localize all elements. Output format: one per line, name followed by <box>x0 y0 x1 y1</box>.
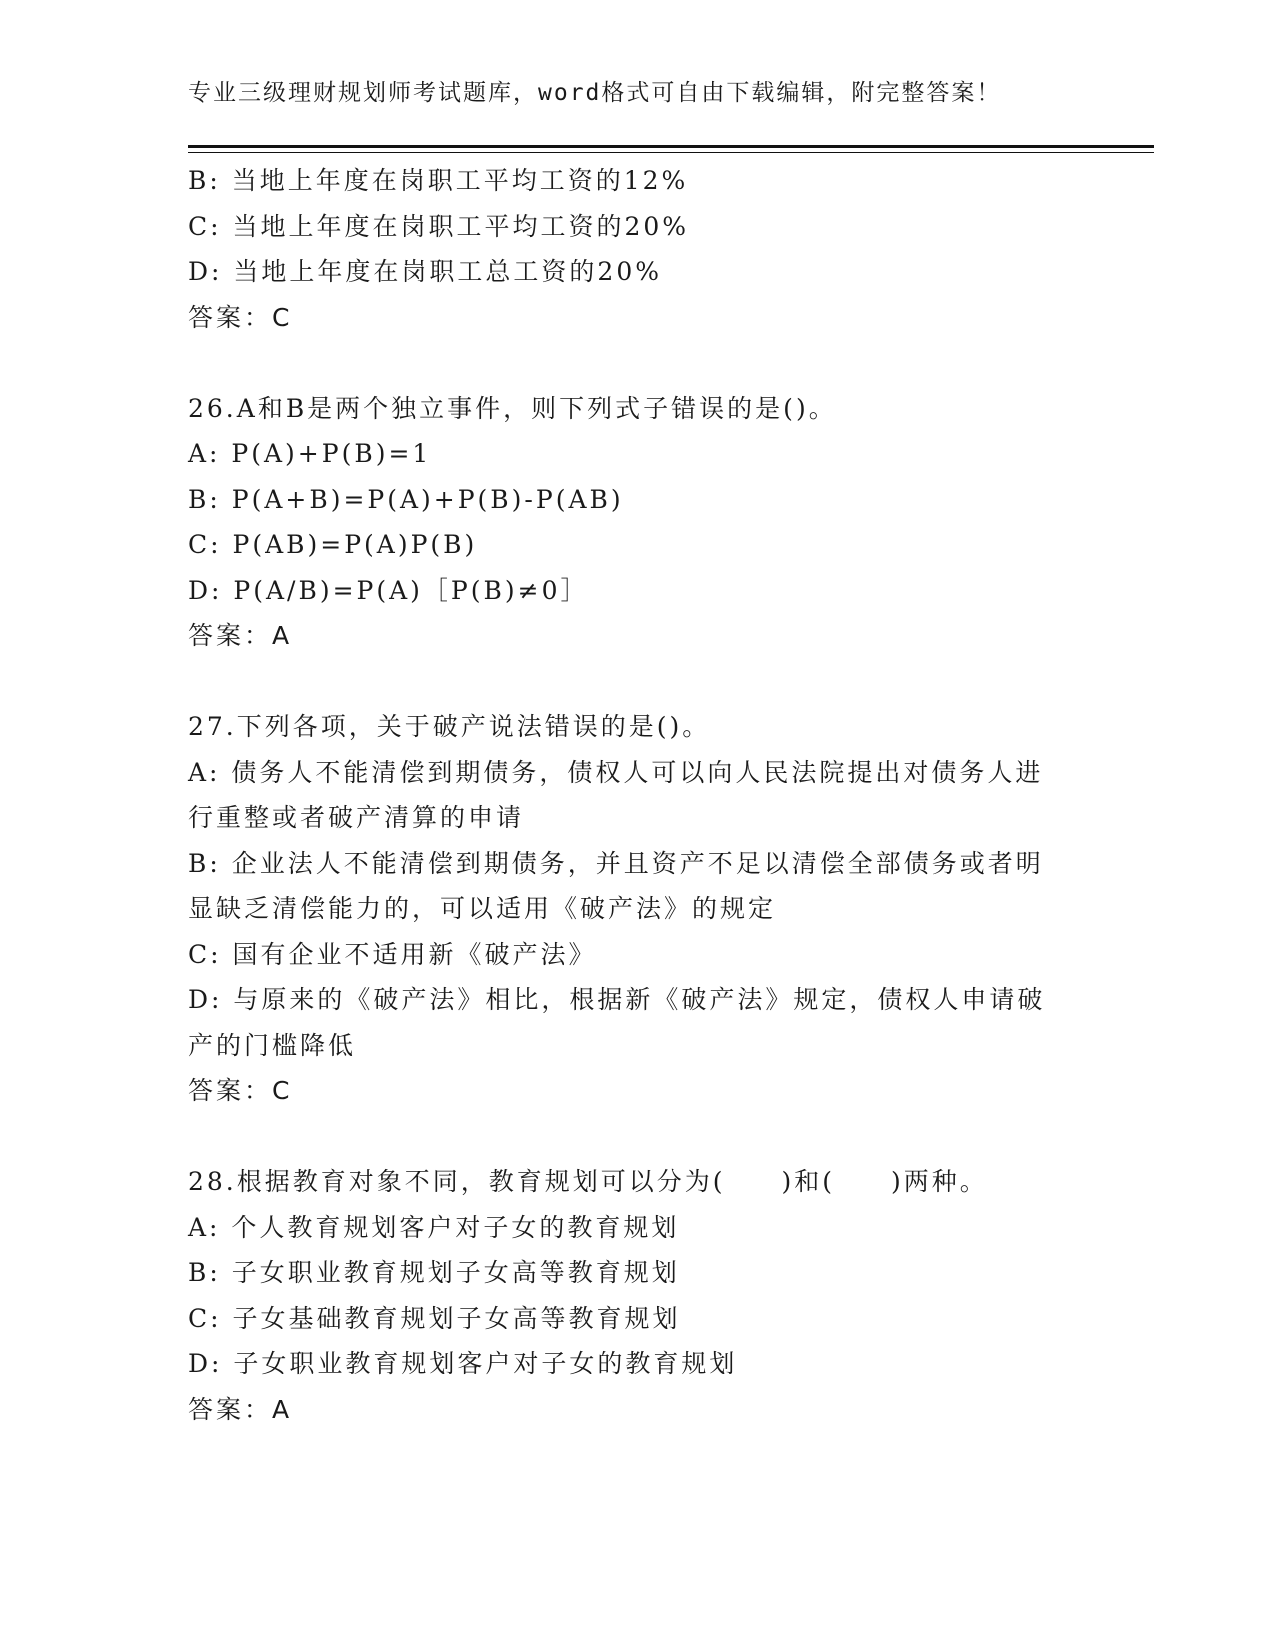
answer: 答案：C <box>188 1076 293 1105</box>
spacer <box>188 659 1088 705</box>
answer: 答案：C <box>188 302 293 332</box>
option-a: A: 个人教育规划客户对子女的教育规划 <box>188 1212 680 1242</box>
option-c: C: 国有企业不适用新《破产法》 <box>188 939 597 969</box>
question-stem: 28.根据教育对象不同，教育规划可以分为( )和( )两种。 <box>188 1167 988 1196</box>
option-b-continued: 显缺乏清偿能力的，可以适用《破产法》的规定 <box>188 894 777 923</box>
option-d: D: 与原来的《破产法》相比，根据新《破产法》规定，债权人申请破 <box>188 985 1046 1014</box>
header-rule-thin <box>188 152 1154 153</box>
question-stem: 27.下列各项，关于破产说法错误的是()。 <box>188 712 711 741</box>
question-25 <box>188 158 1088 340</box>
page-header: 专业三级理财规划师考试题库，word格式可自由下载编辑，附完整答案！ <box>188 80 1002 106</box>
option-a: A: 债务人不能清偿到期债务，债权人可以向人民法院提出对债务人进 <box>188 757 1044 787</box>
option-c: C: 当地上年度在岗职工平均工资的20% <box>188 211 690 241</box>
option-c: C: 子女基础教育规划子女高等教育规划 <box>188 1303 681 1333</box>
header-rule-thick <box>188 145 1154 148</box>
option-b: B: 子女职业教育规划子女高等教育规划 <box>188 1258 680 1287</box>
answer: 答案：A <box>188 621 293 650</box>
question-list <box>188 158 1088 1432</box>
option-b: B: 企业法人不能清偿到期债务，并且资产不足以清偿全部债务或者明 <box>188 848 1044 878</box>
question-stem: 26.A和B是两个独立事件，则下列式子错误的是()。 <box>188 393 837 423</box>
option-c: C: P(AB)=P(A)P(B) <box>188 530 478 559</box>
spacer <box>188 1114 1088 1160</box>
option-d-continued: 产的门槛降低 <box>188 1030 357 1060</box>
question-28 <box>188 1159 1088 1432</box>
option-d: D: 当地上年度在岗职工总工资的20% <box>188 257 662 286</box>
option-b: B: 当地上年度在岗职工平均工资的12% <box>188 166 689 195</box>
option-d: D: P(A/B)=P(A)［P(B)≠0］ <box>188 575 589 605</box>
option-b: B: P(A+B)=P(A)+P(B)-P(AB) <box>188 484 624 514</box>
spacer <box>188 340 1088 386</box>
option-a: A: P(A)+P(B)=1 <box>188 439 432 468</box>
option-a-continued: 行重整或者破产清算的申请 <box>188 803 525 832</box>
option-d: D: 子女职业教育规划客户对子女的教育规划 <box>188 1349 738 1378</box>
question-27 <box>188 704 1088 1114</box>
answer: 答案：A <box>188 1394 293 1424</box>
question-26 <box>188 386 1088 659</box>
